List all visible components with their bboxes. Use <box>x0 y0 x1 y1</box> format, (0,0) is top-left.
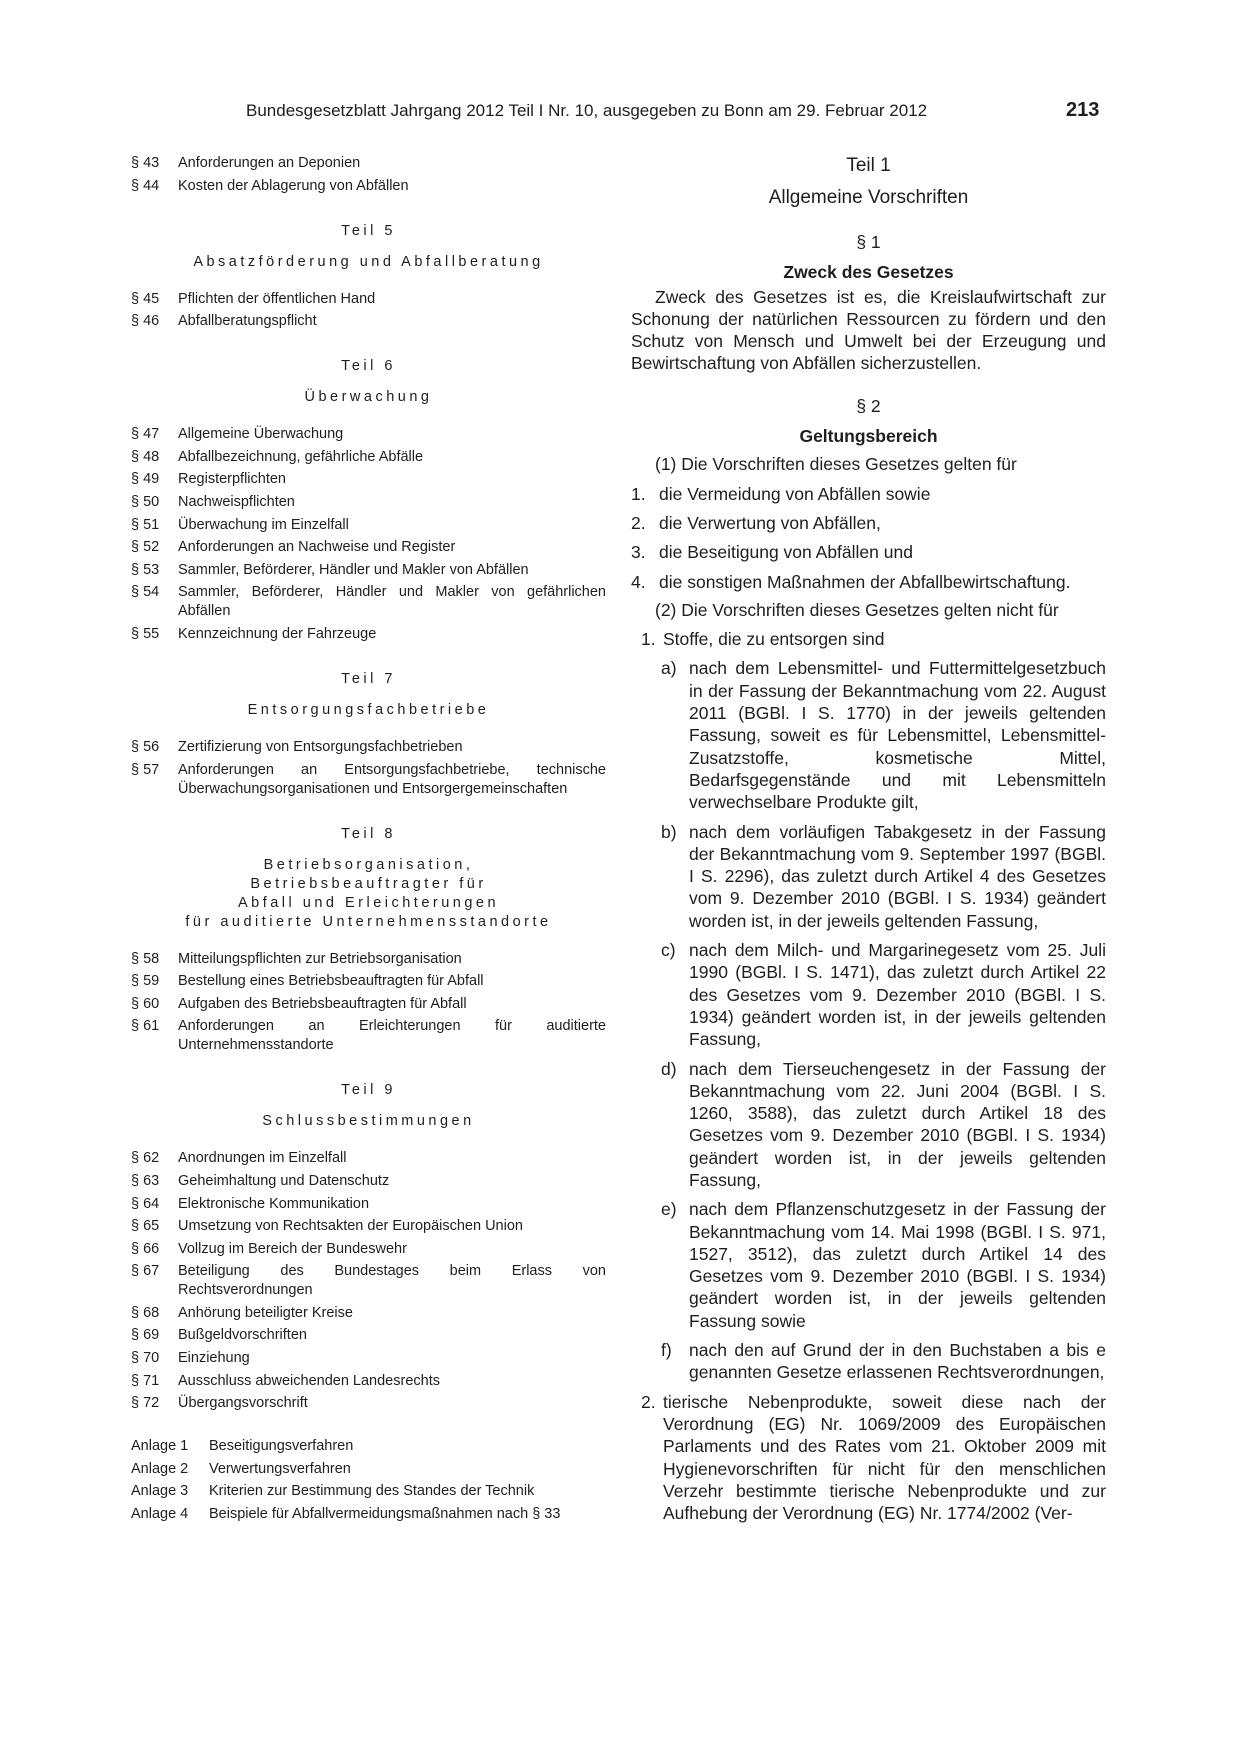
toc-section-title: Abfallbezeichnung, gefährliche Abfälle <box>178 448 424 465</box>
law-text-column <box>631 153 1106 1524</box>
toc-section-title: Beteiligung des Bundestages beim Erlass von Rechtsverordnungen <box>178 1263 606 1299</box>
teil9-title: Schlussbestimmungen <box>262 1113 475 1130</box>
teil8-title-line: Betriebsbeauftragter für <box>250 875 487 892</box>
toc-section-number: § 68 <box>131 1304 160 1321</box>
toc-section-number: § 63 <box>131 1172 160 1189</box>
toc-section-title: Übergangsvorschrift <box>178 1395 308 1412</box>
list-item-number: 1. <box>631 483 646 504</box>
anlagen-list <box>131 1437 606 1524</box>
sub-item <box>631 821 1106 932</box>
toc-section-title: Sammler, Beförderer, Händler und Makler von Abfällen <box>178 561 529 578</box>
toc-row <box>131 1195 606 1214</box>
toc-row <box>131 1372 606 1391</box>
toc-row <box>131 583 606 621</box>
anlage-title: Beispiele für Abfallvermeidungsmaßnahmen nach § 33 <box>209 1506 561 1523</box>
toc-section-title: Einziehung <box>178 1350 250 1367</box>
teil8-label: Teil 8 <box>341 825 396 842</box>
anlage-row <box>131 1437 606 1456</box>
list-item-number: 2. <box>631 512 646 533</box>
toc-row <box>131 470 606 489</box>
toc-row <box>131 625 606 644</box>
toc-section-title: Pflichten der öffentlichen Hand <box>178 290 376 307</box>
toc-section-title: Nachweispflichten <box>178 493 295 510</box>
toc-section-number: § 61 <box>131 1018 160 1035</box>
list-item-text: tierische Nebenprodukte, soweit diese nach der Verordnung (EG) Nr. 1069/2009 des Europäischen Parlaments und des Rates vom 21. Oktober 2009 mit Hygienevorschriften für nicht für den menschlichen Verzehr bestimmte tierische Nebenprodukte und zur Aufhebung der Verordnung (EG) Nr. 1774/2002 (Ver- <box>663 1391 1106 1524</box>
toc-section-number: § 71 <box>131 1372 160 1389</box>
toc-section-number: § 52 <box>131 539 160 556</box>
toc-row <box>131 1262 606 1300</box>
absatz1-list <box>631 483 1106 593</box>
toc-row <box>131 1349 606 1368</box>
absatz1-intro: (1) Die Vorschriften dieses Gesetzes gelten für <box>655 454 1017 475</box>
section2-label: § 2 <box>856 395 881 416</box>
list-item-number: 3. <box>631 542 646 563</box>
toc-section-title: Registerpflichten <box>178 471 286 488</box>
teil7-label: Teil 7 <box>341 670 396 687</box>
toc-section-title: Umsetzung von Rechtsakten der Europäischen Union <box>178 1218 523 1235</box>
toc-section-number: § 46 <box>131 313 160 330</box>
toc-section-number: § 48 <box>131 448 160 465</box>
teil9-label: Teil 9 <box>341 1082 396 1099</box>
list-item-number: 1. <box>641 629 656 650</box>
toc-section-number: § 56 <box>131 738 160 755</box>
toc-section-number: § 55 <box>131 625 160 642</box>
sub-item-letter: f) <box>661 1340 672 1361</box>
toc-section-title: Anforderungen an Nachweise und Register <box>178 539 456 556</box>
toc-section-title: Kennzeichnung der Fahrzeuge <box>178 625 377 642</box>
toc-section-title: Vollzug im Bereich der Bundeswehr <box>178 1240 407 1257</box>
toc-row <box>131 493 606 512</box>
toc-section-number: § 65 <box>131 1218 160 1235</box>
sub-item <box>631 657 1106 813</box>
sub-item <box>631 1198 1106 1332</box>
teil8-title-line: Abfall und Erleichterungen <box>237 894 500 911</box>
toc-section-title: Mitteilungspflichten zur Betriebsorganisation <box>178 950 462 967</box>
list-item-text: die Vermeidung von Abfällen sowie <box>659 483 931 504</box>
toc-section-number: § 67 <box>131 1263 160 1280</box>
sub-item <box>631 1339 1106 1384</box>
list-item <box>631 483 1106 505</box>
sub-item-text: nach dem Lebensmittel- und Futtermittelgesetzbuch in der Fassung der Bekanntmachung vom 22. August 2011 (BGBl. I S. 1770) in der jeweils geltenden Fassung, soweit es für Lebensmittel, Lebensmittel-Zusatzstoffe, kosmetische Mittel, Bedarfsgegenstände und mit Lebensmitteln verwechselbare Produkte gilt, <box>689 658 1106 813</box>
list-item-number: 4. <box>631 571 646 592</box>
toc-section-number: § 64 <box>131 1195 160 1212</box>
toc-section-number: § 47 <box>131 426 160 443</box>
toc-row <box>131 995 606 1014</box>
toc-section-number: § 49 <box>131 471 160 488</box>
absatz2-intro: (2) Die Vorschriften dieses Gesetzes gelten nicht für <box>655 599 1059 620</box>
toc-section-number: § 59 <box>131 973 160 990</box>
list-item-text: die Verwertung von Abfällen, <box>659 512 881 533</box>
toc-section-number: § 69 <box>131 1327 160 1344</box>
sub-item-letter: c) <box>661 940 676 961</box>
toc-row <box>131 312 606 331</box>
toc-row <box>131 1326 606 1345</box>
toc-row <box>131 154 606 173</box>
toc-row <box>131 972 606 991</box>
toc-section-title: Elektronische Kommunikation <box>178 1195 370 1212</box>
toc-section-title: Ausschluss abweichenden Landesrechts <box>178 1372 440 1389</box>
sub-list <box>631 657 1106 1383</box>
toc-section-title: Allgemeine Überwachung <box>178 426 344 443</box>
toc-row <box>131 950 606 969</box>
list-item-text: die sonstigen Maßnahmen der Abfallbewirtschaftung. <box>659 571 1071 592</box>
sub-item-text: nach den auf Grund der in den Buchstaben a bis e genannten Gesetze erlassenen Rechtsverordnungen, <box>689 1340 1106 1383</box>
section1-title: Zweck des Gesetzes <box>783 262 954 283</box>
toc-row <box>131 1149 606 1168</box>
list-item-text: Stoffe, die zu entsorgen sind <box>663 629 885 650</box>
teil9-list <box>131 1149 606 1413</box>
toc-row <box>131 1172 606 1191</box>
page-number: 213 <box>1066 99 1100 121</box>
sub-item-text: nach dem Pflanzenschutzgesetz in der Fassung der Bekanntmachung vom 14. Mai 1998 (BGBl. I S. 971, 1527, 3512), das zuletzt durch Artikel 14 des Gesetzes vom 9. Dezember 2010 (BGBl. I S. 1934) geändert worden ist, in der jeweils geltenden Fassung sowie <box>689 1199 1106 1331</box>
anlage-title: Kriterien zur Bestimmung des Standes der Technik <box>209 1483 535 1500</box>
toc-section-number: § 44 <box>131 177 160 194</box>
toc-row <box>131 1217 606 1236</box>
toc-row <box>131 538 606 557</box>
toc-row <box>131 1017 606 1055</box>
toc-section-number: § 58 <box>131 950 160 967</box>
anlage-number: Anlage 1 <box>131 1438 189 1455</box>
teil5-label: Teil 5 <box>341 222 396 239</box>
toc-section-title: Anhörung beteiligter Kreise <box>178 1304 353 1321</box>
toc-row <box>131 1240 606 1259</box>
teil7-list <box>131 738 606 799</box>
toc-row <box>131 1394 606 1413</box>
toc-section-title: Anforderungen an Entsorgungsfachbetriebe, technische Überwachungsorganisationen und Entsorgergemeinschaften <box>178 761 606 797</box>
sub-item-text: nach dem vorläufigen Tabakgesetz in der Fassung der Bekanntmachung vom 9. September 1997 (BGBl. I S. 2296), das zuletzt durch Artikel 4 des Gesetzes vom 9. Dezember 2010 (BGBl. I S. 1934) geändert worden ist, in der jeweils geltenden Fassung, <box>689 821 1106 931</box>
list-item-number: 2. <box>641 1391 656 1412</box>
teil8-title-line: Betriebsorganisation, <box>263 856 474 873</box>
anlage-row <box>131 1505 606 1524</box>
toc-section-number: § 45 <box>131 290 160 307</box>
teil5-title: Absatzförderung und Abfallberatung <box>193 253 544 270</box>
list-item <box>631 512 1106 534</box>
list-item-text: die Beseitigung von Abfällen und <box>659 542 913 563</box>
toc-row <box>131 516 606 535</box>
anlage-number: Anlage 4 <box>131 1506 189 1523</box>
sub-item <box>631 939 1106 1050</box>
toc-row <box>131 738 606 757</box>
toc-section-title: Anforderungen an Erleichterungen für auditierte Unternehmensstandorte <box>178 1018 606 1054</box>
sub-item-letter: e) <box>661 1199 677 1220</box>
toc-section-number: § 51 <box>131 516 160 533</box>
anlage-title: Beseitigungsverfahren <box>209 1438 354 1455</box>
toc-section-number: § 54 <box>131 584 160 601</box>
section1-text: Zweck des Gesetzes ist es, die Kreislaufwirtschaft zur Schonung der natürlichen Ressourcen zu fördern und den Schutz von Mensch und Umwelt bei der Erzeugung und Bewirtschaftung von Abfällen sicherzustellen. <box>631 286 1106 374</box>
list-item <box>631 541 1106 563</box>
list-item <box>631 571 1106 593</box>
anlage-number: Anlage 3 <box>131 1483 189 1500</box>
list-item <box>631 1391 1106 1525</box>
toc-section-number: § 43 <box>131 155 160 171</box>
teil1-label: Teil 1 <box>846 155 891 176</box>
toc-row <box>131 448 606 467</box>
toc-section-title: Sammler, Beförderer, Händler und Makler von gefährlichen Abfällen <box>178 584 606 620</box>
toc-section-title: Anforderungen an Deponien <box>178 155 361 171</box>
toc-section-number: § 50 <box>131 493 160 510</box>
header-title: Bundesgesetzblatt Jahrgang 2012 Teil I Nr. 10, ausgegeben zu Bonn am 29. Februar 2012 <box>246 101 928 120</box>
toc-section-number: § 60 <box>131 995 160 1012</box>
teil6-title: Überwachung <box>304 389 433 406</box>
sub-item-text: nach dem Tierseuchengesetz in der Fassung der Bekanntmachung vom 22. Juni 2004 (BGBl. I S. 1260, 3588), das zuletzt durch Artikel 18 des Gesetzes vom 9. Dezember 2010 (BGBl. I S. 1934) geändert worden ist, in der jeweils geltenden Fassung, <box>689 1058 1106 1190</box>
sub-item <box>631 1058 1106 1192</box>
anlage-row <box>131 1460 606 1479</box>
toc-section-title: Bestellung eines Betriebsbeauftragten für Abfall <box>178 973 484 990</box>
toc-section-title: Aufgaben des Betriebsbeauftragten für Abfall <box>178 995 467 1012</box>
toc-row <box>131 1304 606 1323</box>
toc-section-number: § 72 <box>131 1395 160 1412</box>
toc-section-title: Geheimhaltung und Datenschutz <box>178 1172 390 1189</box>
toc-section-number: § 70 <box>131 1350 160 1367</box>
sub-item-text: nach dem Milch- und Margarinegesetz vom 25. Juli 1990 (BGBl. I S. 1471), das zuletzt durch Artikel 22 des Gesetzes vom 9. Dezember 2010 (BGBl. I S. 1934) geändert worden ist, in der jeweils geltenden Fassung, <box>689 940 1106 1050</box>
toc-row <box>131 290 606 309</box>
teil8-title-line: für auditierte Unternehmensstandorte <box>185 913 552 930</box>
teil1-title: Allgemeine Vorschriften <box>768 187 969 208</box>
teil6-label: Teil 6 <box>341 358 396 375</box>
list-item <box>631 628 1106 650</box>
teil6-list <box>131 425 606 644</box>
teil8-title <box>131 856 606 932</box>
sub-item-letter: d) <box>661 1058 677 1079</box>
toc-intro-list <box>131 154 606 196</box>
anlage-row <box>131 1482 606 1501</box>
toc-row <box>131 177 606 196</box>
toc-section-number: § 62 <box>131 1150 160 1167</box>
section2-title: Geltungsbereich <box>799 426 938 447</box>
teil5-list <box>131 290 606 332</box>
teil7-title: Entsorgungsfachbetriebe <box>247 701 490 718</box>
toc-section-title: Überwachung im Einzelfall <box>178 516 349 533</box>
toc-section-number: § 53 <box>131 561 160 578</box>
sub-item-letter: a) <box>661 658 677 679</box>
section1-label: § 1 <box>856 232 881 252</box>
toc-section-title: Bußgeldvorschriften <box>178 1327 307 1344</box>
anlage-number: Anlage 2 <box>131 1460 189 1477</box>
teil8-list <box>131 950 606 1056</box>
toc-section-title: Zertifizierung von Entsorgungsfachbetrieben <box>178 738 463 755</box>
sub-item-letter: b) <box>661 821 677 842</box>
table-of-contents <box>131 154 606 1528</box>
toc-section-title: Anordnungen im Einzelfall <box>178 1150 347 1167</box>
toc-section-title: Abfallberatungspflicht <box>178 313 317 330</box>
toc-section-title: Kosten der Ablagerung von Abfällen <box>178 177 409 194</box>
toc-row <box>131 561 606 580</box>
toc-section-number: § 66 <box>131 1240 160 1257</box>
toc-row <box>131 425 606 444</box>
anlage-title: Verwertungsverfahren <box>209 1460 351 1477</box>
toc-row <box>131 761 606 799</box>
toc-section-number: § 57 <box>131 761 160 778</box>
